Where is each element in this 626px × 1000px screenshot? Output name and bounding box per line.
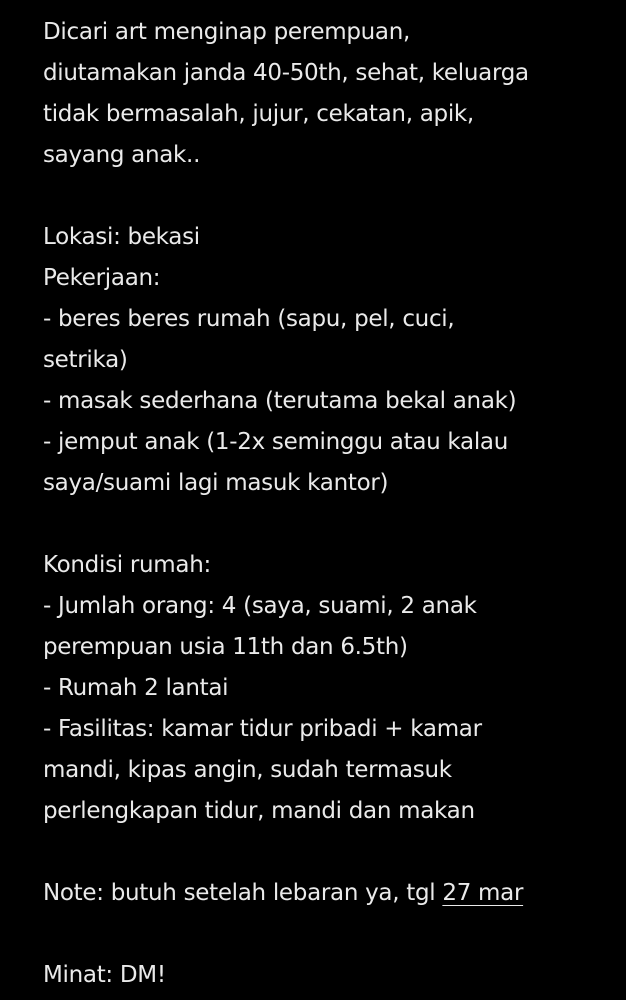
note-text-block — [43, 12, 613, 996]
house-heading: Kondisi rumah: — [43, 552, 211, 578]
job-line-5: saya/suami lagi masuk kantor) — [43, 470, 389, 496]
job-heading: Pekerjaan: — [43, 265, 161, 291]
house-line-1: - Jumlah orang: 4 (saya, suami, 2 anak — [43, 593, 477, 619]
intro-line-2: diutamakan janda 40-50th, sehat, keluarga — [43, 60, 529, 86]
date-link[interactable]: 27 mar — [442, 880, 524, 906]
intro-line-3: tidak bermasalah, jujur, cekatan, apik, — [43, 101, 474, 127]
blank-line — [43, 504, 613, 545]
house-line-2: perempuan usia 11th dan 6.5th) — [43, 634, 408, 660]
location-line: Lokasi: bekasi — [43, 224, 200, 250]
house-line-4: - Fasilitas: kamar tidur pribadi + kamar — [43, 716, 482, 742]
house-line-6: perlengkapan tidur, mandi dan makan — [43, 798, 475, 824]
house-line-3: - Rumah 2 lantai — [43, 675, 229, 701]
blank-line — [43, 176, 613, 217]
job-line-4: - jemput anak (1-2x seminggu atau kalau — [43, 429, 508, 455]
job-line-3: - masak sederhana (terutama bekal anak) — [43, 388, 517, 414]
intro-line-1: Dicari art menginap perempuan, — [43, 19, 410, 45]
blank-line — [43, 832, 613, 873]
job-line-1: - beres beres rumah (sapu, pel, cuci, — [43, 306, 455, 332]
contact-line: Minat: DM! — [43, 962, 166, 988]
house-line-5: mandi, kipas angin, sudah termasuk — [43, 757, 452, 783]
intro-line-4: sayang anak.. — [43, 142, 201, 168]
note-line — [43, 873, 613, 914]
note-prefix: Note: butuh setelah lebaran ya, tgl — [43, 880, 443, 906]
blank-line — [43, 914, 613, 955]
job-line-2: setrika) — [43, 347, 128, 373]
